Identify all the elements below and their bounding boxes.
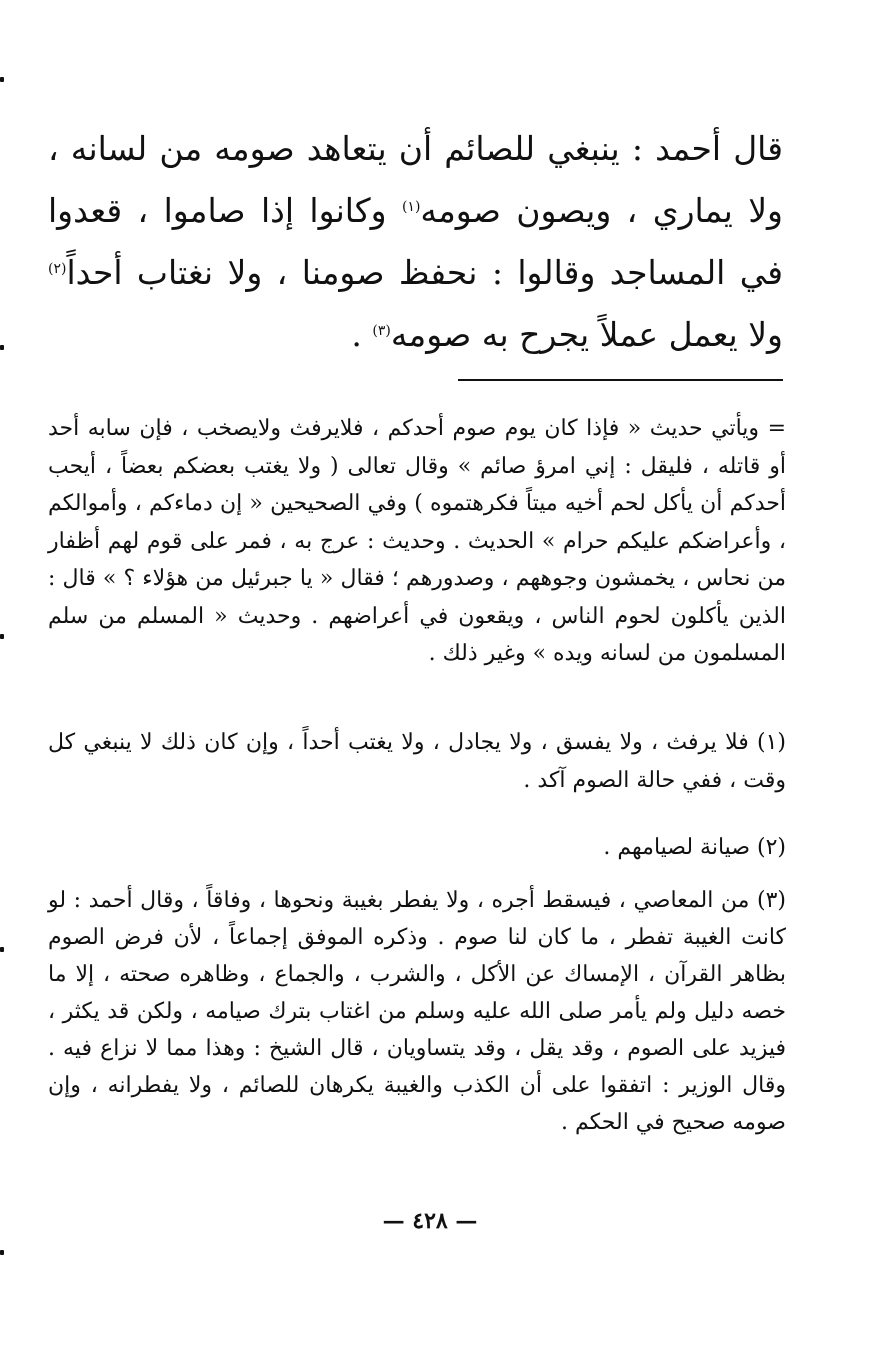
footnote-ref-2[interactable]: (٢) xyxy=(48,261,67,277)
footnote-ref-3[interactable]: (٣) xyxy=(372,323,391,339)
main-text-part-b: وكانوا إذا صاموا ، قعدوا في المساجد وقالوا : نحفظ صومنا ، ولا نغتاب أحداً xyxy=(48,191,783,292)
main-text-part-c: ولا يعمل عملاً يجرح به صومه xyxy=(390,315,783,354)
footnote-3: (٣) من المعاصي ، فيسقط أجره ، ولا يفطر بغيبة ونحوها ، وفاقاً ، وقال أحمد : لو كانت الغيبة تفطر ، ما كان لنا صوم . وذكره الموفق إجماعاً ، لأن فرض الصوم بظاهر القرآن ، الإمساك عن الأكل ، والشرب ، والجماع ، وظاهره صحته ، إلا ما خصه دليل ولم يأمر صلى الله عليه وسلم من اغتاب بترك صيامه ، ولكن قد يكثر ، فيزيد على الصوم ، وقد يقل ، وقد يتساويان ، قال الشيخ : وهذا مما لا نزاع فيه . وقال الوزير : اتفقوا على أن الكذب والغيبة يكرهان للصائم ، ولا يفطرانه ، وإن صومه صحيح في الحكم . xyxy=(48,888,786,1135)
scan-mark xyxy=(0,634,4,639)
scan-mark xyxy=(0,345,4,350)
scan-mark xyxy=(0,77,4,82)
footnote-1: (١) فلا يرفث ، ولا يفسق ، ولا يجادل ، ولا يغتب أحداً ، وإن كان ذلك لا ينبغي كل وقت ، ففي حالة الصوم آكد . xyxy=(48,730,786,793)
page-number: — ٤٢٨ — xyxy=(382,1208,478,1234)
main-text-part-a: قال أحمد : ينبغي للصائم أن يتعاهد صومه من لسانه ، ولا يماري ، ويصون صومه xyxy=(48,129,783,230)
scan-mark xyxy=(0,1250,4,1255)
main-text-part-d: . xyxy=(351,315,362,354)
footnote-ref-1[interactable]: (١) xyxy=(401,199,421,215)
footnote-divider xyxy=(458,379,783,381)
scan-mark xyxy=(0,947,4,952)
footnote-continuation: = ويأتي حديث « فإذا كان يوم صوم أحدكم ، فلايرفث ولايصخب ، فإن سابه أحد أو قاتله ، فليقل : إني امرؤ صائم » وقال تعالى ( ولا يغتب بعضكم بعضاً ، أيحب أحدكم أن يأكل لحم أخيه ميتاً فكرهتموه ) وفي الصحيحين « إن دماءكم ، وأموالكم ، وأعراضكم عليكم حرام » الحديث . وحديث : عرج به ، فمر على قوم لهم أظفار من نحاس ، يخمشون وجوههم ، وصدورهم ؛ فقال « يا جبرئيل من هؤلاء ؟ » قال : الذين يأكلون لحوم الناس ، ويقعون في أعراضهم . وحديث « المسلم من سلم المسلمون من لسانه ويده » وغير ذلك . xyxy=(48,416,786,666)
footnote-2: (٢) صيانة لصيامهم . xyxy=(603,835,786,860)
main-paragraph xyxy=(48,118,783,366)
